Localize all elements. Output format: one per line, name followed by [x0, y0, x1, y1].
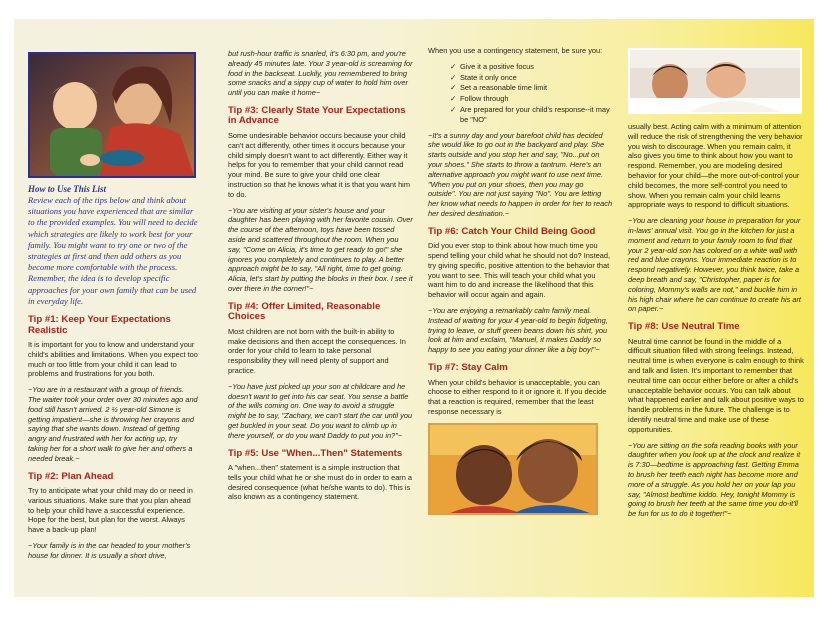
- father-and-child-photo: [628, 48, 802, 114]
- checkmark-icon: ✓: [450, 104, 457, 114]
- two-children-photo-icon: [430, 425, 596, 513]
- tip5-heading: Tip #5: Use "When...Then" Statements: [228, 447, 403, 459]
- checkmark-icon: ✓: [450, 83, 457, 93]
- checklist-item: ✓ Give it a positive focus: [450, 61, 534, 71]
- column-2: [228, 19, 413, 508]
- tip2-example-continued: but rush-hour traffic is snarled, it's 6:30 pm, and you're already 45 minutes late. Your 3 year-old is screaming for food in the backseat. Luckily, you remembered to bring some snacks and a sippy cup of water to hold him over until you can make it home~: [228, 49, 413, 98]
- brochure-page: [14, 19, 814, 597]
- tip5-example: ~It's a sunny day and your barefoot child has decided she would like to go out in the backyard and play. She starts outside and you stop her and say, "No...put on your shoes." She starts to throw a tantrum. Here's an alternative approach you might want to use next time. "When you put on your shoes, then you may go outside". You are not just saying "No". You are letting her know what needs to happen in order for her to reach her desired destination.~: [428, 130, 613, 218]
- checkmark-icon: ✓: [450, 94, 457, 104]
- tip1-example: ~You are in a restaurant with a group of friends. The waiter took your order over 30 minutes ago and food still hasn't arrived. 2 ½ year-old Simone is getting impatient—she is throwing her crayons and saying that she wants down. Instead of getting angry and frustrated with her for acting up, try taking her for a short walk to give her and others a needed break.~: [28, 385, 198, 463]
- checklist-item: ✓ Are prepared for your child's response--it may be "NO": [450, 104, 610, 124]
- contingency-lead: When you use a contingency statement, be sure you:: [428, 46, 603, 55]
- tip1-text: It is important for you to know and understand your child's abilities and limitations. When you expect too much or too little from your child it can lead to problems and frustrations for you both.: [28, 340, 198, 379]
- tip7-text: When your child's behavior is unacceptable, you can choose to either respond to it or ignore it. If you decide that a reaction is required, remember that the least response necessary is: [428, 377, 607, 416]
- checklist-item: ✓ Set a reasonable time limit: [450, 83, 548, 93]
- tip6-example: ~You are enjoying a remarkably calm family meal. Instead of waiting for your 4 year-old to begin fidgeting, trying to leave, or stuff green beans down his shirt, you look at him and exclaim, "Manuel, it makes Daddy so happy to see you eating your dinner like a big boy!"~: [428, 306, 608, 355]
- father-and-child-photo-icon: [630, 50, 800, 112]
- tip7-example: ~You are cleaning your house in preparation for your in-laws' annual visit. You go in the kitchen for just a moment and return to your family room to find that your 2 year-old son has colored on a white wall with red and blue crayons. Your immediate reaction is to respond negatively. However, you think twice, take a deep breath and say, "Christopher, paper is for coloring, Mommy's walls are not," and buckle him in his high chair where he can continue to create his art on paper.~: [628, 216, 801, 314]
- tip5-text: A "when...then" statement is a simple instruction that tells your child what he or she must do in order to earn a desired consequence (what he/she wants to do). This is also known as a contingency statement.: [228, 463, 413, 502]
- checklist-item: ✓ State it only once: [450, 72, 517, 82]
- tip2-heading: Tip #2: Plan Ahead: [28, 470, 114, 482]
- tip6-heading: Tip #6: Catch Your Child Being Good: [428, 225, 596, 237]
- checkmark-icon: ✓: [450, 61, 457, 71]
- column-1: [28, 19, 198, 567]
- column-3: [428, 19, 613, 515]
- tip3-text: Some undesirable behavior occurs because your child can't act differently, other times it occurs because your child simply doesn't want to act differently. Either way it helps for you to remember that your child cannot read your mind. Be sure to give your child one clear instruction so that he knows what it is that you want him to do.: [228, 130, 410, 199]
- two-children-photo: [428, 423, 598, 515]
- tip8-heading: Tip #8: Use Neutral Time: [628, 321, 740, 333]
- contingency-checklist: [450, 62, 613, 125]
- tip2-example: ~Your family is in the car headed to your mother's house for dinner. It is usually a short drive,: [28, 541, 191, 560]
- tip7-heading: Tip #7: Stay Calm: [428, 362, 508, 374]
- tip3-example: ~You are visiting at your sister's house and your daughter has been playing with her favorite cousin. Over the course of the afternoon, toys have been tossed aside and scattered throughout the room. When you say, "Come on Alicia, it's time to get ready to go!" she ignores you completely and continues to play. A better approach might be to say, "All right, time to get going. Alicia, let's start by putting the blocks in their box. I see it over there in the corner!"~: [228, 205, 413, 293]
- checklist-item: ✓ Follow through: [450, 94, 509, 104]
- tip8-example: ~You are sitting on the sofa reading books with your daughter when you look up at the clock and realize it is 7:30—bedtime is approaching fast. Getting Emma to brush her teeth each night has become more and more of a struggle. As you hold her on your lap you say, "Almost bedtime kiddo. Hey, tonight Mommy is going to brush her teeth at the same time you do-it'll be fun for us to do it together!"~: [628, 440, 801, 519]
- tip8-text: Neutral time cannot be found in the middle of a difficult situation filled with strong feelings. Instead, neutral time is when everyone is calm enough to think and talk and listen. It's important to remember that neutral time can occur either before or after a child's unacceptable behavior occurs. You can talk about what happened earlier and talk about positive ways to handle problems in the future. The challenge is to identify neutral time and make use of these opportunities.: [628, 336, 804, 434]
- tip2-text: Try to anticipate what your child may do or need in various situations. Make sure that you plan ahead to help your child have a successful experience. Hope for the best, but plan for the worst. Always have a back-up plan!: [28, 486, 193, 535]
- tip1-heading: Tip #1: Keep Your Expectations Realistic: [28, 314, 171, 336]
- mother-and-toddler-photo-icon: [30, 54, 194, 176]
- mother-and-toddler-photo: [28, 52, 196, 178]
- tip4-example: ~You have just picked up your son at childcare and he doesn't want to get into his car seat. You sense a battle of the wills coming on. One way to avoid a struggle might be to say, "Zachary, we can't start the car until you get buckled in your seat. Do you want to climb up in there yourself, or do you want Daddy to put you in?"~: [228, 381, 413, 440]
- tip4-text: Most children are not born with the built-in ability to make decisions and then accept the consequences. In order for your child to learn to take personal responsibility they will need plenty of support and practice.: [228, 326, 406, 375]
- checkmark-icon: ✓: [450, 72, 457, 82]
- tip4-heading: Tip #4: Offer Limited, Reasonable Choices: [228, 300, 381, 323]
- tip7-text-continued: usually best. Acting calm with a minimum of attention will reduce the risk of strengthening the very behavior you wish to discourage. When you remain calm, it also gives you time to think about how you want to respond. Remember, you are modeling desired behavior for your child—the more out-of-control your child becomes, the more self-control you need to show. When you remain calm your child learns appropriate ways to respond to difficult situations.: [628, 122, 803, 210]
- column-4: [628, 19, 804, 525]
- tip3-heading: Tip #3: Clearly State Your Expectations in Advance: [228, 104, 406, 127]
- intro-text: Review each of the tips below and think about situations you have experienced that are similar to the provided examples. You will need to decide which strategies are likely to work best for your family. You might want to try one or two of the strategies at first and then add others as you become more comfortable with the process. Remember, the idea is to develop specific approaches for your own family that can be used in everyday life.: [28, 195, 198, 306]
- tip6-text: Did you ever stop to think about how much time you spend telling your child what he should not do? Instead, try giving specific, positive attention to the behavior that you want to see. This will teach your child what you want him to do and increase the likelihood that this behavior will occur again and again.: [428, 241, 611, 300]
- intro-heading: How to Use This List: [28, 184, 107, 194]
